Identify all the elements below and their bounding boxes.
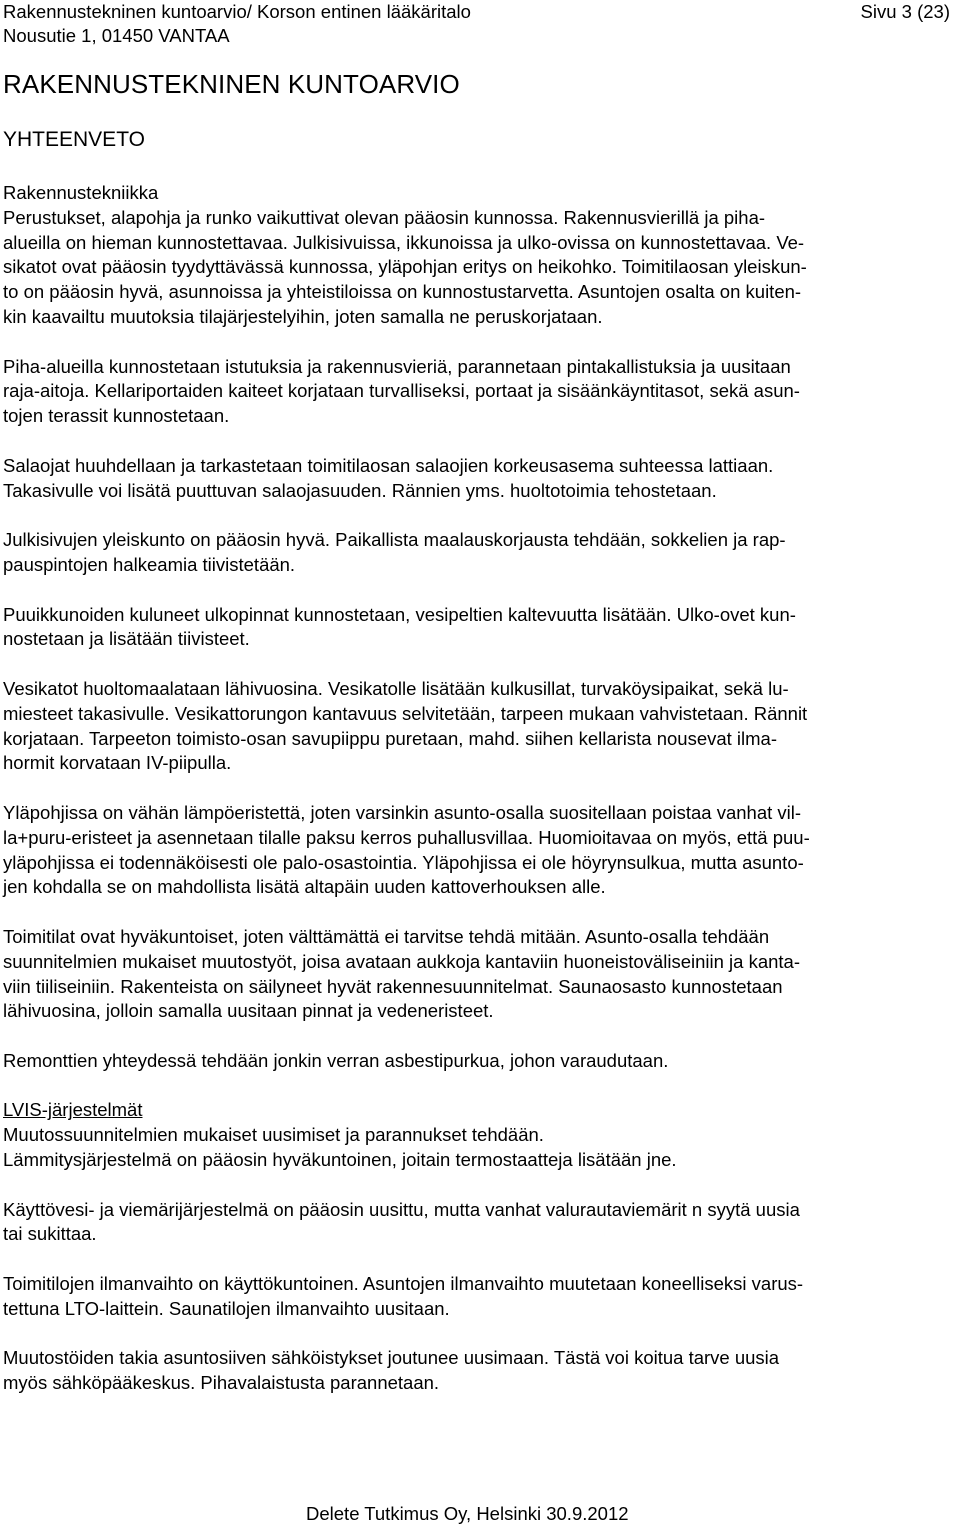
document-body: [3, 181, 953, 1396]
paragraph: Toimitilojen ilmanvaihto on käyttökuntoinen. Asuntojen ilmanvaihto muutetaan koneelliseksi varus- tettuna LTO-laittein. Saunatilojen ilmanvaihto uusitaan.: [3, 1273, 804, 1319]
paragraph: Yläpohjissa on vähän lämpöeristettä, joten varsinkin asunto-osalla suositellaan poistaa vanhat vil- la+puru-eristeet ja asennetaan tilalle paksu kerros puhallusvillaa. Huomioitavaa on myös, että puu- yläpohjissa ei todennäköisesti ole palo-osastointia. Yläpohjissa ei ole höyrynsulkua, mutta asunto- jen kohdalla se on mahdollista lisätä altapäin uuden kattoverhouksen alle.: [3, 801, 810, 898]
section-title: YHTEENVETO: [3, 128, 145, 151]
page-number: Sivu 3 (23): [860, 1, 950, 22]
paragraph: Muutostöiden takia asuntosiiven sähköistykset joutunee uusimaan. Tästä voi koitua tarve uusia myös sähköpääkeskus. Pihavalaistusta parannetaan.: [3, 1347, 780, 1394]
document-footer: Delete Tutkimus Oy, Helsinki 30.9.2012: [306, 1503, 629, 1524]
paragraph: Vesikatot huoltomaalataan lähivuosina. Vesikatolle lisätään kulkusillat, turvaköysipaikat, sekä lu- miesteet takasivulle. Vesikattorungon kantavuus selvitetään, tarpeen mukaan vahvistetaan. Rännit korjataan. Tarpeeton toimisto-osan savupiippu puretaan, mahd. siihen kellarista nousevat ilma- hormit korvataan IV-piipulla.: [3, 677, 808, 774]
header-title: Rakennustekninen kuntoarvio/ Korson entinen lääkäritalo: [3, 1, 471, 22]
document-header: [3, 0, 471, 48]
paragraph: Käyttövesi- ja viemärijärjestelmä on pääosin uusittu, mutta vanhat valurautaviemärit n syytä uusia tai sukittaa.: [3, 1198, 800, 1245]
page-title: RAKENNUSTEKNINEN KUNTOARVIO: [3, 69, 460, 99]
paragraph: Perustukset, alapohja ja runko vaikuttivat olevan pääosin kunnossa. Rakennusvierillä ja piha- alueilla on hieman kunnostettavaa. Julkisivuissa, ikkunoissa ja ulko-ovissa on kunnostettavaa. Ve- sikatot ovat pääosin tyydyttävässä kunnossa, yläpohjan eritys on heikohko. Toimitilaosan yleiskun- to on pääosin hyvä, asunnoissa ja yhteistiloissa on kunnostustarvetta. Asuntojen osalta on kuiten- kin kaavailtu muutoksia tilajärjestelyihin, joten samalla ne peruskorjataan.: [3, 206, 807, 327]
paragraph: Muutossuunnitelmien mukaiset uusimiset ja parannukset tehdään. Lämmitysjärjestelmä on pääosin hyväkuntoinen, joitain termostaatteja lisätään jne.: [3, 1124, 677, 1171]
paragraph: Toimitilat ovat hyväkuntoiset, joten välttämättä ei tarvitse tehdä mitään. Asunto-osalla tehdään suunnitelmien mukaiset muutostyöt, joisa avataan aukkoja kantaviin huoneistoväliseiniin ja kanta- viin tiiliseiniin. Rakenteista on säilyneet hyvät rakennesuunnitelmat. Saunaosasto kunnostetaan lähivuosina, jolloin samalla uusitaan pinnat ja vedeneristeet.: [3, 925, 800, 1022]
paragraph: Julkisivujen yleiskunto on pääosin hyvä. Paikallista maalauskorjausta tehdään, sokkelien ja rap- pauspintojen halkeamia tiivistetään.: [3, 529, 786, 575]
header-address: Nousutie 1, 01450 VANTAA: [3, 25, 230, 46]
section-heading-rakennustekniikka: Rakennustekniikka: [3, 182, 159, 203]
paragraph: Piha-alueilla kunnostetaan istutuksia ja rakennusvieriä, parannetaan pintakallistuksia ja uusitaan raja-aitoja. Kellariportaiden kaiteet korjataan turvalliseksi, portaat ja sisäänkäyntitasot, sekä asun- tojen terassit kunnostetaan.: [3, 355, 800, 427]
paragraph: Remonttien yhteydessä tehdään jonkin verran asbestipurkua, johon varaudutaan.: [3, 1049, 669, 1071]
section-heading-lvis: LVIS-järjestelmät: [3, 1099, 143, 1121]
paragraph: Salaojat huuhdellaan ja tarkastetaan toimitilaosan salaojien korkeusasema suhteessa lattiaan. Takasivulle voi lisätä puuttuvan salaojasuuden. Rännien yms. huoltotoimia tehostetaan.: [3, 454, 774, 501]
paragraph: Puuikkunoiden kuluneet ulkopinnat kunnostetaan, vesipeltien kaltevuutta lisätään. Ulko-ovet kun- nostetaan ja lisätään tiivisteet.: [3, 603, 796, 650]
